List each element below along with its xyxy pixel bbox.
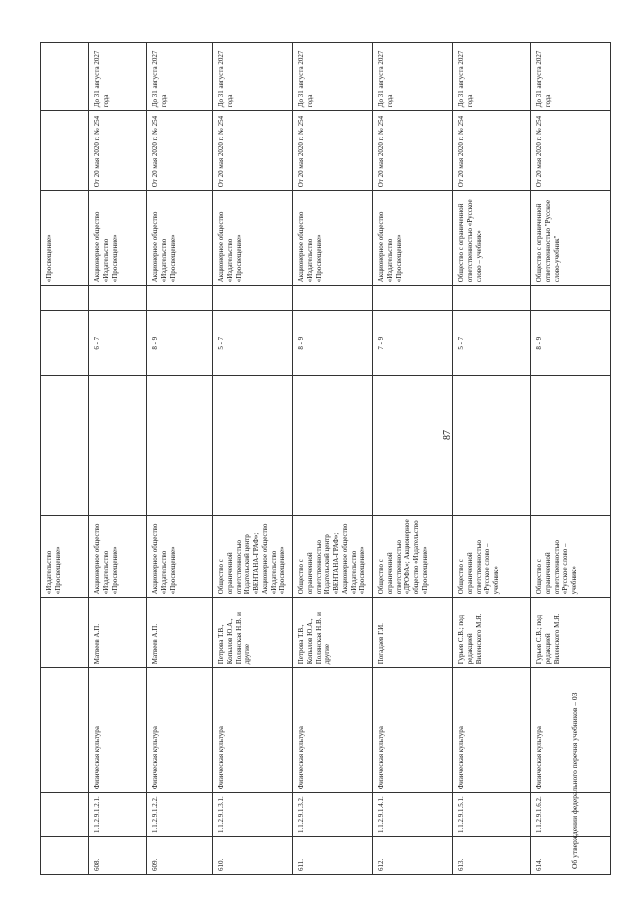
order-cell: От 20 мая 2020 г. № 254 [89, 111, 147, 191]
num-cell: 608. [89, 837, 147, 875]
grades-cell: 7 - 9 [373, 311, 453, 376]
num-cell: 609. [147, 837, 213, 875]
page-number: 87 [442, 430, 453, 440]
empty-cell [453, 376, 531, 516]
table-row [453, 43, 531, 875]
publisher-cell-continued: «Издательство «Просвещение» [41, 516, 89, 598]
table-row [213, 43, 293, 875]
code-cell: 1.1.2.9.1.6.2. [531, 793, 611, 837]
code-cell: 1.1.2.9.1.2.2. [147, 793, 213, 837]
owner-cell: Общество с ограниченной ответственностью «Русское слово – учебник» [453, 191, 531, 286]
owner-cell-continued: «Просвещение» [41, 191, 89, 286]
owner-cell: Акционерное общество «Издательство «Просвещение» [293, 191, 373, 286]
term-cell: До 31 августа 2027 года [89, 43, 147, 111]
table-row [147, 43, 213, 875]
empty-cell [89, 376, 147, 516]
empty-cell [147, 376, 213, 516]
authors-cell: Матвеев А.П. [147, 598, 213, 668]
grades-cell: 5 - 7 [213, 311, 293, 376]
publisher-cell: Общество с ограниченной ответственностью Издательский центр «ВЕНТАНА-ГРАФ»; Акционерное общество «Издательство «Просвещение» [213, 516, 293, 598]
publisher-cell: Общество с ограниченной ответственностью «Русское слово – учебник» [531, 516, 611, 598]
publisher-cell: Общество с ограниченной ответственностью «Русское слово – учебник» [453, 516, 531, 598]
authors-cell: Гурьев С.В.; под редакцией Виленского М.Я. [453, 598, 531, 668]
grades-cell: 8 - 9 [147, 311, 213, 376]
num-cell: 610. [213, 837, 293, 875]
num-cell: 613. [453, 837, 531, 875]
term-cell: До 31 августа 2027 года [147, 43, 213, 111]
empty-cell [293, 376, 373, 516]
grades-cell: 6 - 7 [89, 311, 147, 376]
subject-cell: Физическая культура [453, 668, 531, 793]
authors-cell: Петрова Т.В., Копылов Ю.А., Полянская Н.В. и другие [213, 598, 293, 668]
term-cell: До 31 августа 2027 года [453, 43, 531, 111]
subject-cell: Физическая культура [89, 668, 147, 793]
empty-cell [147, 286, 213, 311]
num-cell: 612. [373, 837, 453, 875]
footer-note: Об утверждении федерального перечня учебников – 03 [570, 692, 579, 869]
term-cell: До 31 августа 2027 года [531, 43, 611, 111]
code-cell: 1.1.2.9.1.5.1. [453, 793, 531, 837]
num-cell: 611. [293, 837, 373, 875]
authors-cell: Матвеев А.П. [89, 598, 147, 668]
empty-cell [531, 376, 611, 516]
code-cell: 1.1.2.9.1.3.2. [293, 793, 373, 837]
num-cell: 614. [531, 837, 611, 875]
textbook-table [40, 42, 611, 875]
subject-cell: Физическая культура [213, 668, 293, 793]
owner-cell: Акционерное общество «Издательство «Просвещение» [373, 191, 453, 286]
authors-cell: Петрова Т.В., Копылов Ю.А., Полянская Н.В. и другие [293, 598, 373, 668]
code-cell: 1.1.2.9.1.2.1. [89, 793, 147, 837]
table-row [293, 43, 373, 875]
empty-cell [453, 286, 531, 311]
table-row [373, 43, 453, 875]
owner-cell: Акционерное общество «Издательство «Просвещение» [147, 191, 213, 286]
empty-cell [89, 286, 147, 311]
grades-cell: 8 - 9 [293, 311, 373, 376]
empty-cell [373, 286, 453, 311]
term-cell: До 31 августа 2027 года [373, 43, 453, 111]
owner-cell: Общество с ограниченной ответственностью "Русское слово-учебник" [531, 191, 611, 286]
publisher-cell: Акционерное общество «Издательство «Просвещение» [147, 516, 213, 598]
subject-cell: Физическая культура [373, 668, 453, 793]
order-cell: От 20 мая 2020 г. № 254 [293, 111, 373, 191]
owner-cell: Акционерное общество «Издательство «Просвещение» [213, 191, 293, 286]
code-cell: 1.1.2.9.1.3.1. [213, 793, 293, 837]
rotated-landscape-content [40, 15, 585, 875]
order-cell: От 20 мая 2020 г. № 254 [531, 111, 611, 191]
authors-cell: Гурьев С.В.; под редакцией Виленского М.Я. [531, 598, 611, 668]
empty-cell [531, 286, 611, 311]
grades-cell: 5 - 7 [453, 311, 531, 376]
subject-cell: Физическая культура [293, 668, 373, 793]
term-cell: До 31 августа 2027 года [213, 43, 293, 111]
empty-cell [293, 286, 373, 311]
publisher-cell: Общество с ограниченной ответственностью Издательский центр «ВЕНТАНА-ГРАФ»; Акционерное общество «Издательство «Просвещение» [293, 516, 373, 598]
order-cell: От 20 мая 2020 г. № 254 [213, 111, 293, 191]
order-cell: От 20 мая 2020 г. № 254 [453, 111, 531, 191]
publisher-cell: Акционерное общество «Издательство «Просвещение» [89, 516, 147, 598]
authors-cell: Погадаев Г.И. [373, 598, 453, 668]
empty-cell [213, 376, 293, 516]
empty-cell [373, 376, 453, 516]
order-cell: От 20 мая 2020 г. № 254 [147, 111, 213, 191]
subject-cell: Физическая культура [147, 668, 213, 793]
owner-cell: Акционерное общество «Издательство «Просвещение» [89, 191, 147, 286]
term-cell: До 31 августа 2027 года [293, 43, 373, 111]
empty-cell [213, 286, 293, 311]
subject-cell: Физическая культура [531, 668, 611, 793]
table-row-top [41, 43, 89, 875]
grades-cell: 8 - 9 [531, 311, 611, 376]
table-body [41, 43, 611, 875]
code-cell: 1.1.2.9.1.4.1. [373, 793, 453, 837]
table-row [89, 43, 147, 875]
publisher-cell: Общество с ограниченной ответственностью «ДРОФА»; Акционерное общество «Издательство «Просвещение» [373, 516, 453, 598]
order-cell: От 20 мая 2020 г. № 254 [373, 111, 453, 191]
